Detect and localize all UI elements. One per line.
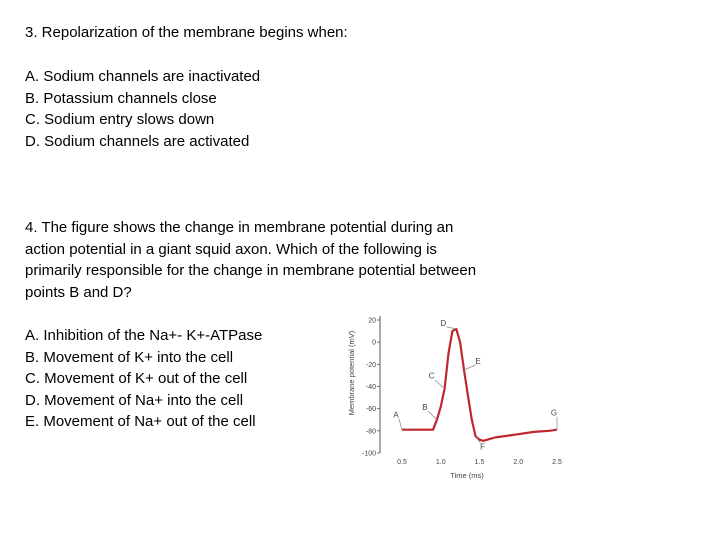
point-label-g: G	[550, 408, 558, 418]
x-tick-label: 2.0	[513, 459, 524, 466]
q3-option-b: B. Potassium channels close	[25, 89, 217, 107]
x-tick-label: 1.0	[435, 459, 446, 466]
q4-option-a: A. Inhibition of the Na+- K+-ATPase	[25, 327, 263, 344]
q4-option-e: E. Movement of Na+ out of the cell	[25, 413, 256, 430]
y-tick-label: 20	[368, 317, 376, 325]
question-4-stem	[25, 217, 545, 303]
point-label-a: A	[393, 410, 399, 420]
chart-series	[402, 329, 557, 441]
y-tick-label: -80	[365, 428, 376, 436]
x-axis-label: Time (ms)	[450, 471, 484, 480]
q4-stem-line: 4. The figure shows the change in membrane potential during an	[25, 219, 454, 236]
x-tick-label: 2.5	[552, 459, 562, 466]
point-leader-line	[435, 380, 445, 389]
action-potential-chart	[340, 310, 580, 490]
q4-option-b: B. Movement of K+ into the cell	[25, 348, 234, 366]
q3-option-d: D. Sodium channels are activated	[25, 132, 250, 150]
q3-option-a: A. Sodium channels are inactivated	[25, 68, 261, 85]
q3-option-c: C. Sodium entry slows down	[25, 111, 215, 128]
y-axis-label: Membrane potential (mV)	[347, 330, 356, 416]
point-label-c: C	[428, 371, 435, 381]
q4-option-c: C. Movement of K+ out of the cell	[25, 370, 248, 387]
y-tick-label: -20	[365, 361, 376, 369]
point-leader-line	[446, 327, 456, 329]
y-tick-label: -40	[365, 384, 376, 391]
x-tick-label: 0.5	[397, 459, 407, 466]
y-tick-label: 0	[372, 339, 376, 347]
point-leader-line	[464, 365, 476, 370]
y-tick-label: -60	[365, 406, 376, 414]
q4-stem-line: points B and D?	[25, 283, 132, 301]
membrane-potential-line	[402, 329, 557, 441]
question-3-options	[25, 66, 260, 152]
point-leader-line	[428, 411, 437, 420]
question-3-text: 3. Repolarization of the membrane begins when:	[25, 24, 348, 41]
question-3-stem	[25, 22, 348, 44]
chart-ticks	[362, 318, 562, 467]
y-tick-label: -100	[361, 450, 376, 458]
point-label-d: D	[440, 318, 447, 328]
point-label-e: E	[475, 356, 481, 366]
question-4-options	[25, 325, 262, 433]
q4-stem-line: action potential in a giant squid axon. Which of the following is	[25, 240, 437, 258]
point-label-b: B	[422, 402, 428, 412]
point-label-f: F	[480, 442, 486, 452]
q4-option-d: D. Movement of Na+ into the cell	[25, 391, 244, 409]
x-tick-label: 1.5	[474, 459, 485, 466]
point-leader-line	[399, 419, 402, 430]
q4-stem-line: primarily responsible for the change in membrane potential between	[25, 262, 477, 279]
